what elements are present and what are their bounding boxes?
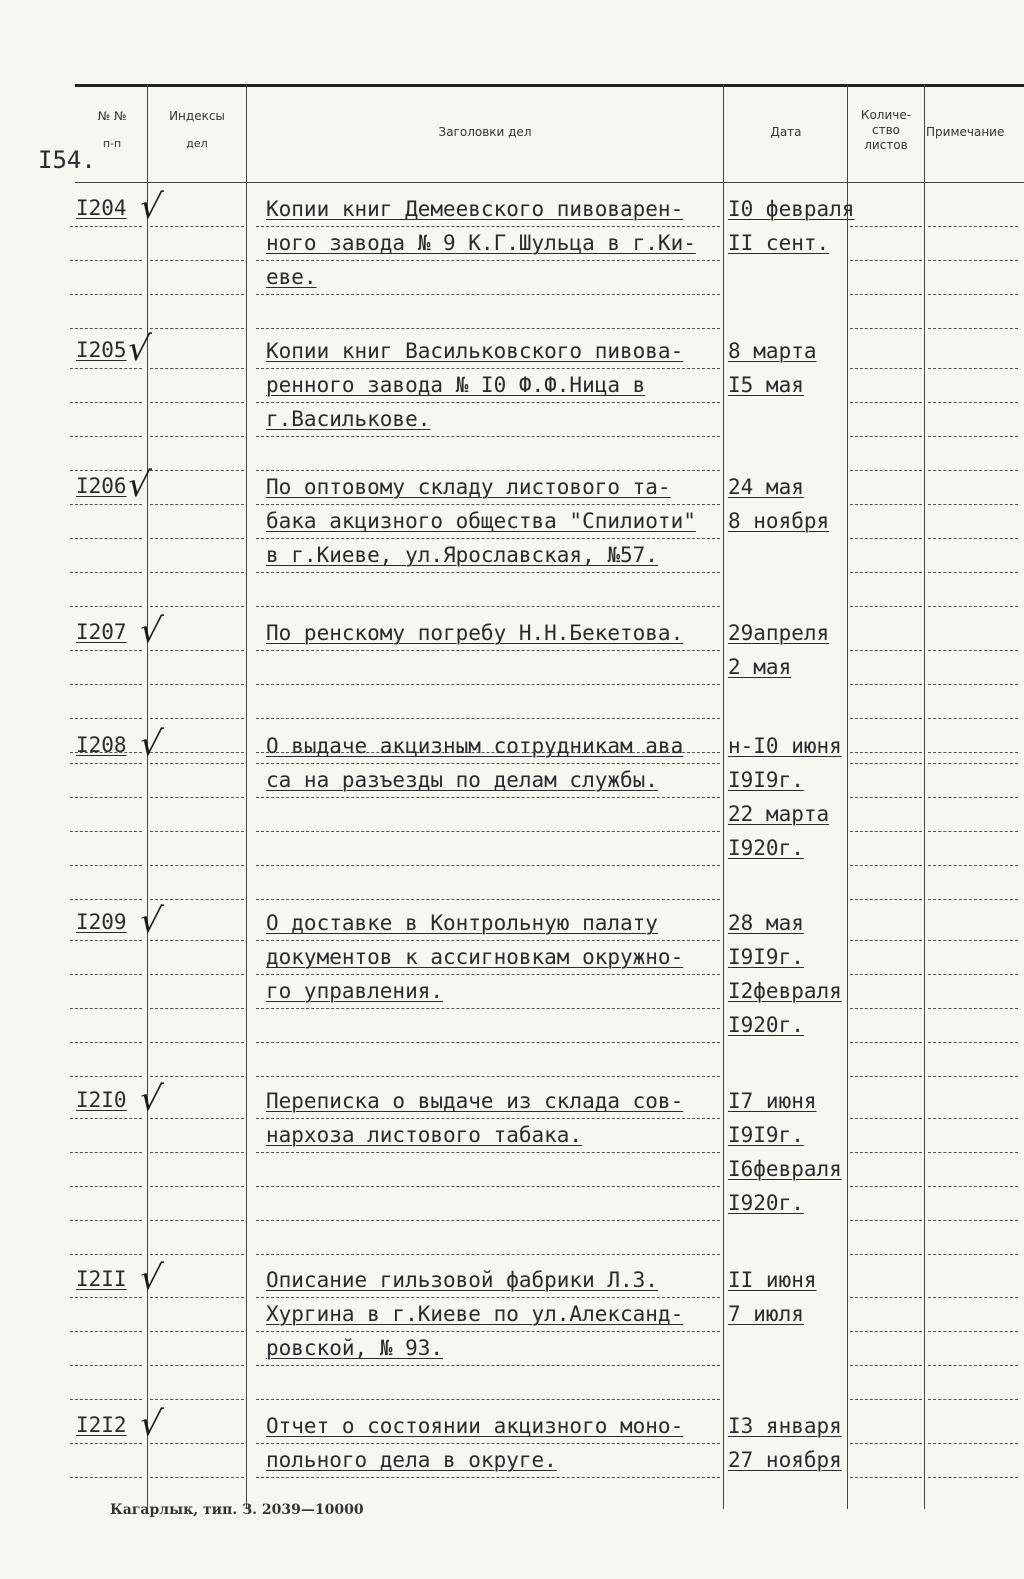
ruling-line bbox=[928, 572, 1018, 573]
entry-title-line: бака акцизного общества "Спилиоти" bbox=[266, 509, 696, 533]
ruling-line bbox=[928, 1365, 1018, 1366]
ruling-line bbox=[928, 402, 1018, 403]
entry-title-line: О доставке в Контрольную палату bbox=[266, 911, 658, 935]
ruling-line bbox=[150, 763, 244, 764]
ruling-line bbox=[150, 1076, 244, 1077]
ruling-line bbox=[70, 763, 142, 764]
ruling-line bbox=[150, 974, 244, 975]
entry-date-line: I9I9г. bbox=[728, 768, 804, 792]
ruling-line bbox=[150, 504, 244, 505]
ruling-line bbox=[150, 940, 244, 941]
ruling-line bbox=[150, 294, 244, 295]
header-col-title: Заголовки дел bbox=[438, 125, 532, 139]
ruling-line bbox=[70, 1118, 142, 1119]
ruling-line bbox=[928, 1008, 1018, 1009]
entry-title-line: са на разъезды по делам службы. bbox=[266, 768, 658, 792]
ruling-line bbox=[850, 538, 922, 539]
ruling-line bbox=[928, 1152, 1018, 1153]
ruling-line bbox=[70, 606, 142, 607]
entry-title-line: Отчет о состоянии акцизного моно- bbox=[266, 1414, 684, 1438]
ruling-line bbox=[256, 650, 720, 651]
ruling-line bbox=[256, 1042, 720, 1043]
ruling-line bbox=[256, 1365, 720, 1366]
entry-date-line: 29апреля bbox=[728, 621, 830, 645]
ruling-line bbox=[850, 899, 922, 900]
ruling-line bbox=[70, 402, 142, 403]
ruling-line bbox=[256, 226, 720, 227]
ruling-line bbox=[150, 572, 244, 573]
ruling-line bbox=[850, 1477, 922, 1478]
check-mark: √ bbox=[137, 724, 165, 764]
ruling-line bbox=[850, 1076, 922, 1077]
ruling-line bbox=[70, 294, 142, 295]
ruling-line bbox=[150, 797, 244, 798]
ruling-line bbox=[256, 1331, 720, 1332]
ruling-line bbox=[850, 684, 922, 685]
ruling-line bbox=[850, 1254, 922, 1255]
ruling-line bbox=[928, 763, 1018, 764]
entry-date-line: II сент. bbox=[728, 231, 830, 255]
ruling-line bbox=[850, 1331, 922, 1332]
entry-title-line: Переписка о выдаче из склада сов- bbox=[266, 1089, 684, 1113]
ruling-line bbox=[70, 1477, 142, 1478]
ruling-line bbox=[256, 436, 720, 437]
ruling-line bbox=[850, 572, 922, 573]
ruling-line bbox=[928, 974, 1018, 975]
check-mark: √ bbox=[125, 465, 153, 505]
ruling-line bbox=[256, 1186, 720, 1187]
entry-date-line: 27 ноября bbox=[728, 1448, 842, 1472]
header-col-index-bottom: дел bbox=[186, 137, 208, 150]
ruling-line bbox=[70, 684, 142, 685]
entry-title-line: Копии книг Васильковского пивова- bbox=[266, 339, 684, 363]
ruling-line bbox=[928, 831, 1018, 832]
ruling-line bbox=[70, 865, 142, 866]
entry-title-line: нархоза листового табака. bbox=[266, 1123, 583, 1147]
header-col-sheets-line3: листов bbox=[864, 138, 908, 152]
entry-date-line: I5 мая bbox=[728, 373, 804, 397]
ruling-line bbox=[850, 1152, 922, 1153]
ruling-line bbox=[850, 940, 922, 941]
ruling-line bbox=[928, 606, 1018, 607]
header-col-sheets bbox=[849, 108, 923, 153]
ruling-line bbox=[928, 1118, 1018, 1119]
ruling-line bbox=[850, 1365, 922, 1366]
ruling-line bbox=[928, 684, 1018, 685]
entry-number: I2II bbox=[76, 1267, 127, 1291]
entry-date-line: 22 марта bbox=[728, 802, 830, 826]
ruling-line bbox=[150, 1118, 244, 1119]
entry-number: I206 bbox=[76, 474, 127, 498]
ruling-line bbox=[928, 1399, 1018, 1400]
ruling-line bbox=[256, 504, 720, 505]
ruling-line bbox=[256, 294, 720, 295]
ruling-line bbox=[256, 1118, 720, 1119]
entry-title-line: Копии книг Демеевского пивоварен- bbox=[266, 197, 684, 221]
header-bottom-rule bbox=[75, 182, 1024, 183]
ruling-line bbox=[256, 328, 720, 329]
ruling-line bbox=[70, 797, 142, 798]
ruling-line bbox=[928, 1042, 1018, 1043]
ruling-line bbox=[70, 1399, 142, 1400]
entry-title-line: го управления. bbox=[266, 979, 444, 1003]
entry-number: I2I0 bbox=[76, 1088, 127, 1112]
ruling-line bbox=[70, 899, 142, 900]
ruling-line bbox=[256, 1477, 720, 1478]
ruling-line bbox=[850, 470, 922, 471]
entry-date-line: II июня bbox=[728, 1268, 817, 1292]
ruling-line bbox=[850, 294, 922, 295]
ruling-line bbox=[150, 752, 244, 753]
ruling-line bbox=[256, 1076, 720, 1077]
ruling-line bbox=[70, 226, 142, 227]
ruling-line bbox=[256, 1297, 720, 1298]
entry-date-line: 2 мая bbox=[728, 655, 792, 679]
entry-number: I204 bbox=[76, 196, 127, 220]
ruling-line bbox=[928, 1331, 1018, 1332]
ruling-line bbox=[928, 504, 1018, 505]
ruling-line bbox=[850, 831, 922, 832]
ruling-line bbox=[256, 470, 720, 471]
ruling-line bbox=[150, 436, 244, 437]
ruling-line bbox=[256, 1399, 720, 1400]
page-number: I54. bbox=[38, 146, 96, 174]
ruling-line bbox=[928, 797, 1018, 798]
ruling-line bbox=[850, 763, 922, 764]
header-col-num-bottom: п-п bbox=[102, 137, 122, 150]
entry-number: I208 bbox=[76, 733, 127, 757]
entry-number: I205 bbox=[76, 338, 127, 362]
ruling-line bbox=[850, 504, 922, 505]
ruling-line bbox=[850, 1186, 922, 1187]
entry-date-line: 24 мая bbox=[728, 475, 804, 499]
entry-title-line: О выдаче акцизным сотрудникам ава bbox=[266, 734, 684, 758]
ruling-line bbox=[256, 684, 720, 685]
ruling-line bbox=[150, 1477, 244, 1478]
ruling-line bbox=[850, 1399, 922, 1400]
ruling-line bbox=[928, 865, 1018, 866]
ruling-line bbox=[928, 650, 1018, 651]
ruling-line bbox=[150, 402, 244, 403]
ruling-line bbox=[850, 1118, 922, 1119]
ruling-line bbox=[150, 1297, 244, 1298]
col-divider-notes bbox=[924, 84, 925, 1509]
header-col-index-top: Индексы bbox=[169, 109, 225, 123]
ruling-line bbox=[256, 763, 720, 764]
ruling-line bbox=[150, 1152, 244, 1153]
ruling-line bbox=[928, 1477, 1018, 1478]
ruling-line bbox=[850, 974, 922, 975]
entry-date-line: 8 марта bbox=[728, 339, 817, 363]
ruling-line bbox=[850, 650, 922, 651]
ruling-line bbox=[70, 260, 142, 261]
ruling-line bbox=[70, 718, 142, 719]
entry-date-line: I920г. bbox=[728, 1191, 804, 1215]
entry-number: I207 bbox=[76, 620, 127, 644]
entry-title-line: еве. bbox=[266, 265, 317, 289]
check-mark: √ bbox=[137, 1404, 165, 1444]
ruling-line bbox=[70, 1443, 142, 1444]
header-col-index bbox=[150, 108, 244, 152]
entry-date-line: I9I9г. bbox=[728, 1123, 804, 1147]
ruling-line bbox=[850, 865, 922, 866]
ruling-line bbox=[70, 650, 142, 651]
ruling-line bbox=[256, 940, 720, 941]
header-col-date: Дата bbox=[770, 125, 802, 139]
check-mark: √ bbox=[137, 901, 165, 941]
ruling-line bbox=[70, 1365, 142, 1366]
ruling-line bbox=[928, 328, 1018, 329]
ruling-line bbox=[70, 436, 142, 437]
entry-date-line: I2февраля bbox=[728, 979, 842, 1003]
entry-date-line: I9I9г. bbox=[728, 945, 804, 969]
ruling-line bbox=[70, 940, 142, 941]
ruling-line bbox=[850, 402, 922, 403]
ruling-line bbox=[850, 226, 922, 227]
ruling-line bbox=[928, 538, 1018, 539]
ruling-line bbox=[256, 1220, 720, 1221]
ruling-line bbox=[70, 504, 142, 505]
table-top-rule bbox=[75, 84, 1024, 87]
entry-title-line: г.Василькове. bbox=[266, 407, 431, 431]
entry-date-line: 8 ноября bbox=[728, 509, 830, 533]
check-mark: √ bbox=[137, 1258, 165, 1298]
check-mark: √ bbox=[125, 329, 153, 369]
entry-title-line: ровской, № 93. bbox=[266, 1336, 444, 1360]
ruling-line bbox=[928, 1443, 1018, 1444]
entry-title-line: ного завода № 9 К.Г.Шульца в г.Ки- bbox=[266, 231, 696, 255]
ruling-line bbox=[850, 328, 922, 329]
entry-title-line: документов к ассигновкам окружно- bbox=[266, 945, 684, 969]
ruling-line bbox=[150, 1186, 244, 1187]
ruling-line bbox=[928, 436, 1018, 437]
ruling-line bbox=[70, 1254, 142, 1255]
ruling-line bbox=[150, 470, 244, 471]
ruling-line bbox=[70, 831, 142, 832]
ruling-line bbox=[928, 752, 1018, 753]
printer-imprint: Кагарлык, тип. З. 2039—10000 bbox=[110, 1502, 364, 1518]
ruling-line bbox=[256, 606, 720, 607]
entry-title-line: ренного завода № I0 Ф.Ф.Ница в bbox=[266, 373, 646, 397]
col-divider-sheets bbox=[847, 84, 848, 1509]
ruling-line bbox=[150, 1365, 244, 1366]
entry-title-line: Хургина в г.Киеве по ул.Александ- bbox=[266, 1302, 684, 1326]
ruling-line bbox=[70, 1076, 142, 1077]
ruling-line bbox=[850, 1220, 922, 1221]
entry-title-line: в г.Киеве, ул.Ярославская, №57. bbox=[266, 543, 658, 567]
col-divider-title bbox=[246, 84, 247, 1509]
ruling-line bbox=[256, 865, 720, 866]
ruling-line bbox=[928, 368, 1018, 369]
ruling-line bbox=[150, 1331, 244, 1332]
ruling-line bbox=[70, 1331, 142, 1332]
entry-date-line: I920г. bbox=[728, 1013, 804, 1037]
ruling-line bbox=[850, 752, 922, 753]
ruling-line bbox=[150, 684, 244, 685]
entry-date-line: I6февраля bbox=[728, 1157, 842, 1181]
entry-date-line: 7 июля bbox=[728, 1302, 804, 1326]
entry-date-line: I920г. bbox=[728, 836, 804, 860]
entry-date-line: I7 июня bbox=[728, 1089, 817, 1113]
ruling-line bbox=[70, 572, 142, 573]
ruling-line bbox=[928, 899, 1018, 900]
ruling-line bbox=[70, 1220, 142, 1221]
ruling-line bbox=[928, 940, 1018, 941]
ruling-line bbox=[150, 1443, 244, 1444]
ruling-line bbox=[850, 606, 922, 607]
ruling-line bbox=[150, 899, 244, 900]
ruling-line bbox=[70, 368, 142, 369]
ruling-line bbox=[150, 368, 244, 369]
ruling-line bbox=[928, 260, 1018, 261]
ruling-line bbox=[256, 1008, 720, 1009]
ruling-line bbox=[256, 368, 720, 369]
ruling-line bbox=[850, 1443, 922, 1444]
check-mark: √ bbox=[137, 1079, 165, 1119]
ruling-line bbox=[256, 572, 720, 573]
ruling-line bbox=[150, 718, 244, 719]
check-mark: √ bbox=[137, 611, 165, 651]
ruling-line bbox=[150, 1220, 244, 1221]
ruling-line bbox=[70, 1042, 142, 1043]
ruling-line bbox=[150, 260, 244, 261]
ruling-line bbox=[928, 1254, 1018, 1255]
ruling-line bbox=[150, 831, 244, 832]
ruling-line bbox=[850, 368, 922, 369]
entry-title-line: По ренскому погребу Н.Н.Бекетова. bbox=[266, 621, 684, 645]
ruling-line bbox=[928, 470, 1018, 471]
ruling-line bbox=[70, 974, 142, 975]
ruling-line bbox=[256, 899, 720, 900]
ruling-line bbox=[150, 1008, 244, 1009]
ruling-line bbox=[150, 1254, 244, 1255]
ruling-line bbox=[256, 1443, 720, 1444]
ruling-line bbox=[256, 260, 720, 261]
entry-date-line: 28 мая bbox=[728, 911, 804, 935]
entry-date-line: I0 февраля bbox=[728, 197, 855, 221]
entry-date-line: I3 января bbox=[728, 1414, 842, 1438]
entry-title-line: По оптовому складу листового та- bbox=[266, 475, 671, 499]
ruling-line bbox=[850, 260, 922, 261]
ruling-line bbox=[70, 1186, 142, 1187]
ruling-line bbox=[928, 1076, 1018, 1077]
ruling-line bbox=[928, 1186, 1018, 1187]
entry-number: I209 bbox=[76, 910, 127, 934]
ruling-line bbox=[256, 974, 720, 975]
col-divider-date bbox=[723, 84, 724, 1509]
entry-title-line: польного дела в округе. bbox=[266, 1448, 557, 1472]
ruling-line bbox=[150, 1399, 244, 1400]
ruling-line bbox=[150, 328, 244, 329]
ruling-line bbox=[70, 1152, 142, 1153]
entry-date-line: н-I0 июня bbox=[728, 734, 842, 758]
header-col-num bbox=[80, 108, 144, 152]
header-col-sheets-line1: Количе- bbox=[860, 108, 912, 122]
ruling-line bbox=[928, 226, 1018, 227]
ruling-line bbox=[150, 650, 244, 651]
ruling-line bbox=[150, 1042, 244, 1043]
ruling-line bbox=[150, 606, 244, 607]
ruling-line bbox=[256, 1254, 720, 1255]
ruling-line bbox=[928, 294, 1018, 295]
ruling-line bbox=[150, 226, 244, 227]
entry-number: I2I2 bbox=[76, 1413, 127, 1437]
ruling-line bbox=[256, 402, 720, 403]
header-col-num-top: № № bbox=[97, 109, 127, 123]
ruling-line bbox=[70, 1008, 142, 1009]
ruling-line bbox=[850, 1297, 922, 1298]
ruling-line bbox=[850, 718, 922, 719]
ruling-line bbox=[256, 797, 720, 798]
ruling-line bbox=[850, 797, 922, 798]
ruling-line bbox=[850, 1042, 922, 1043]
ruling-line bbox=[150, 865, 244, 866]
ruling-line bbox=[70, 1297, 142, 1298]
ruling-line bbox=[150, 538, 244, 539]
header-col-sheets-line2: ство bbox=[871, 123, 900, 137]
ruling-line bbox=[928, 1220, 1018, 1221]
ruling-line bbox=[256, 538, 720, 539]
header-col-notes: Примечание bbox=[926, 125, 1005, 139]
ruling-line bbox=[70, 538, 142, 539]
ruling-line bbox=[928, 718, 1018, 719]
ruling-line bbox=[850, 1008, 922, 1009]
ruling-line bbox=[256, 831, 720, 832]
ruling-line bbox=[256, 718, 720, 719]
check-mark: √ bbox=[137, 187, 165, 227]
ruling-line bbox=[850, 436, 922, 437]
entry-title-line: Описание гильзовой фабрики Л.З. bbox=[266, 1268, 658, 1292]
ruling-line bbox=[928, 1297, 1018, 1298]
ruling-line bbox=[256, 1152, 720, 1153]
